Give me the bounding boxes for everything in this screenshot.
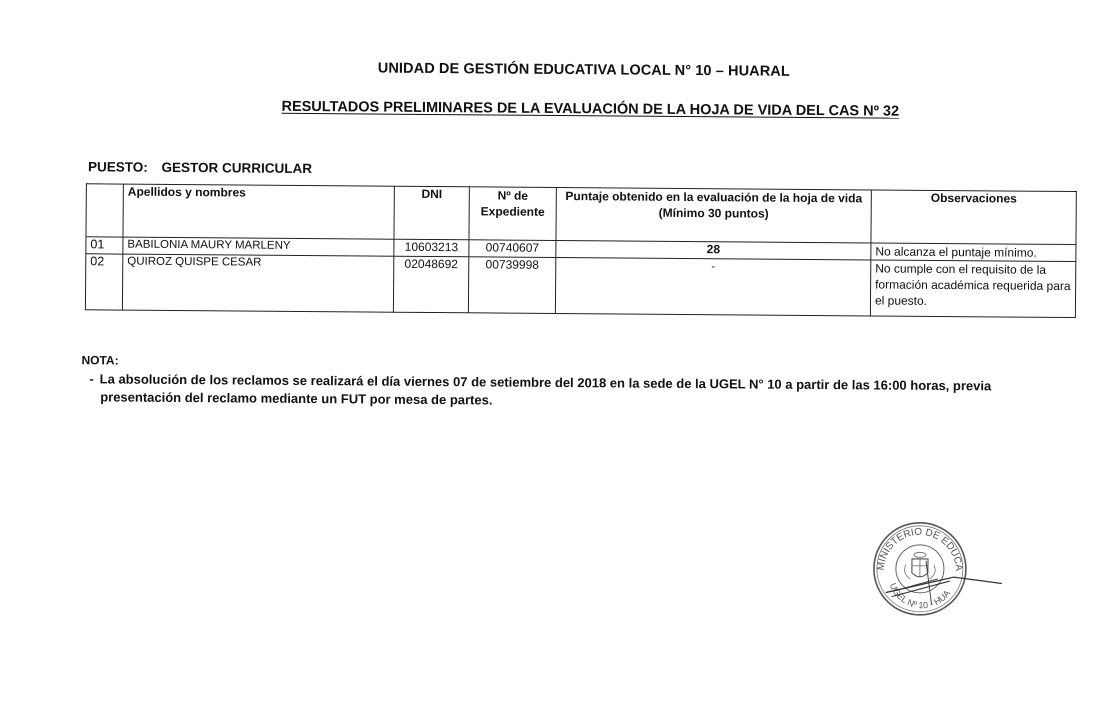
cell-name: QUIROZ QUISPE CESAR: [122, 254, 393, 312]
header-observaciones: Observaciones: [871, 190, 1076, 245]
coat-of-arms-icon: [904, 552, 935, 579]
cell-observaciones: No cumple con el requisito de la formación académica requerida para el puesto.: [870, 260, 1075, 318]
seal-graphic: [866, 514, 1007, 620]
results-table: [85, 183, 1077, 318]
institution-heading: UNIDAD DE GESTIÓN EDUCATIVA LOCAL N° 10 – HUARAL: [378, 61, 790, 80]
seal-outer-text: MINISTERIO DE EDUCACIÓN: [866, 514, 965, 571]
position-label: PUESTO:: [88, 159, 148, 174]
header-score-line2: (Mínimo 30 puntos): [561, 204, 867, 222]
table-row: [85, 254, 1075, 318]
cell-number: 01: [86, 237, 123, 254]
position-line: [88, 159, 312, 176]
header-expediente-line1: Nº de: [474, 187, 552, 204]
header-score: [556, 187, 871, 242]
header-score-line1: Puntaje obtenido en la evaluación de la hoja de vida: [561, 188, 867, 206]
header-dni: DNI: [394, 186, 469, 240]
note-bullet: -: [89, 371, 93, 386]
note-heading: NOTA:: [81, 353, 118, 367]
table-header-row: [86, 184, 1076, 245]
note-paragraph: [89, 370, 1034, 413]
cell-name: BABILONIA MAURY MARLENY: [123, 237, 394, 256]
cell-observaciones: No alcanza el puntaje mínimo.: [871, 243, 1076, 262]
header-number: [86, 184, 123, 237]
note-text-line2: presentación del reclamo mediante un FUT por mesa de partes.: [89, 388, 1034, 413]
official-seal-icon: [866, 514, 1007, 620]
note-text-line1: La absolución de los reclamos se realizará el día viernes 07 de setiembre del 2018 en la sede de la UGEL N° 10 a partir de las 16:00 horas, previa: [100, 371, 992, 393]
header-expediente-line2: Expediente: [474, 203, 552, 220]
position-value: GESTOR CURRICULAR: [162, 160, 313, 176]
cell-score: -: [555, 257, 870, 315]
cell-expediente: 00739998: [468, 257, 555, 314]
cell-dni: 10603213: [394, 239, 469, 257]
header-expediente: [469, 187, 556, 241]
cell-score: 28: [556, 240, 871, 259]
cell-number: 02: [85, 254, 122, 310]
cell-dni: 02048692: [393, 256, 468, 313]
cell-expediente: 00740607: [469, 240, 556, 258]
header-name: Apellidos y nombres: [123, 184, 394, 239]
document-title: RESULTADOS PRELIMINARES DE LA EVALUACIÓN DE LA HOJA DE VIDA DEL CAS Nº 32: [281, 99, 899, 120]
seal-bottom-text: UGEL Nº 10 - HUARAL: [866, 514, 953, 610]
